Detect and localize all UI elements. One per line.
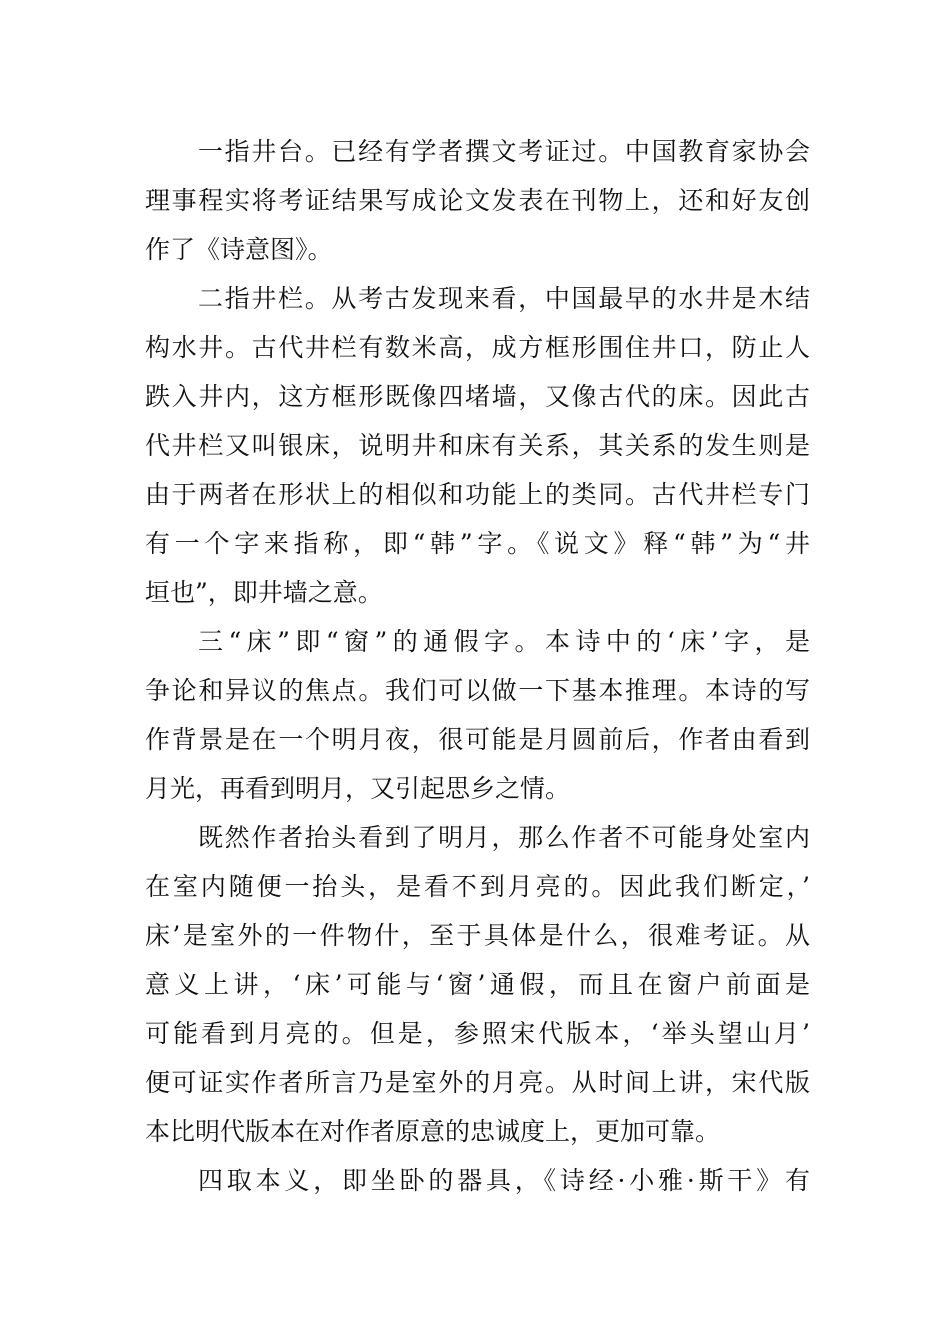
paragraph-4-line-6: 便可证实作者所言乃是室外的月亮。从时间上讲，宋代版 [145, 1068, 810, 1097]
paragraph-4-line-1: 既然作者抬头看到了明月，那么作者不可能身处室内 [198, 823, 810, 852]
paragraph-3-line-3: 作背景是在一个明月夜，很可能是月圆前后，作者由看到 [145, 725, 810, 754]
body-text [145, 127, 810, 1205]
paragraph-4-line-4: 意义上讲，‘床’可能与‘窗’通假，而且在窗户前面是 [145, 970, 810, 999]
paragraph-4-line-5: 可能看到月亮的。但是，参照宋代版本，‘举头望山月’ [145, 1019, 810, 1048]
paragraph-1-line-3: 作了《诗意图》。 [145, 235, 333, 264]
paragraph-3-line-2: 争论和异议的焦点。我们可以做一下基本推理。本诗的写 [145, 676, 810, 705]
paragraph-2-line-3: 跌入井内，这方框形既像四堵墙，又像古代的床。因此古 [145, 382, 810, 411]
paragraph-3-line-4: 月光，再看到明月，又引起思乡之情。 [145, 774, 571, 803]
paragraph-2-line-6: 有一个字来指称，即“韩”字。《说文》释“韩”为“井 [145, 529, 810, 558]
paragraph-4-line-3: 床’是室外的一件物什，至于具体是什么，很难考证。从 [145, 921, 810, 950]
paragraph-5-line-1: 四取本义，即坐卧的器具，《诗经·小雅·斯干》有 [198, 1166, 810, 1195]
paragraph-2-line-1: 二指井栏。从考古发现来看，中国最早的水井是木结 [198, 284, 810, 313]
paragraph-1-line-1: 一指井台。已经有学者撰文考证过。中国教育家协会 [198, 137, 810, 166]
paragraph-1-line-2: 理事程实将考证结果写成论文发表在刊物上，还和好友创 [145, 186, 810, 215]
paragraph-4-line-2: 在室内随便一抬头，是看不到月亮的。因此我们断定，’ [145, 872, 810, 901]
paragraph-2-line-5: 由于两者在形状上的相似和功能上的类同。古代井栏专门 [145, 480, 810, 509]
paragraph-4-line-7: 本比明代版本在对作者原意的忠诚度上，更加可靠。 [145, 1117, 721, 1146]
paragraph-2-line-2: 构水井。古代井栏有数米高，成方框形围住井口，防止人 [145, 333, 810, 362]
paragraph-3-line-1: 三“床”即“窗”的通假字。本诗中的‘床’字，是 [198, 627, 810, 656]
paragraph-2-line-7: 垣也”，即井墙之意。 [145, 578, 383, 607]
paragraph-2-line-4: 代井栏又叫银床，说明井和床有关系，其关系的发生则是 [145, 431, 810, 460]
